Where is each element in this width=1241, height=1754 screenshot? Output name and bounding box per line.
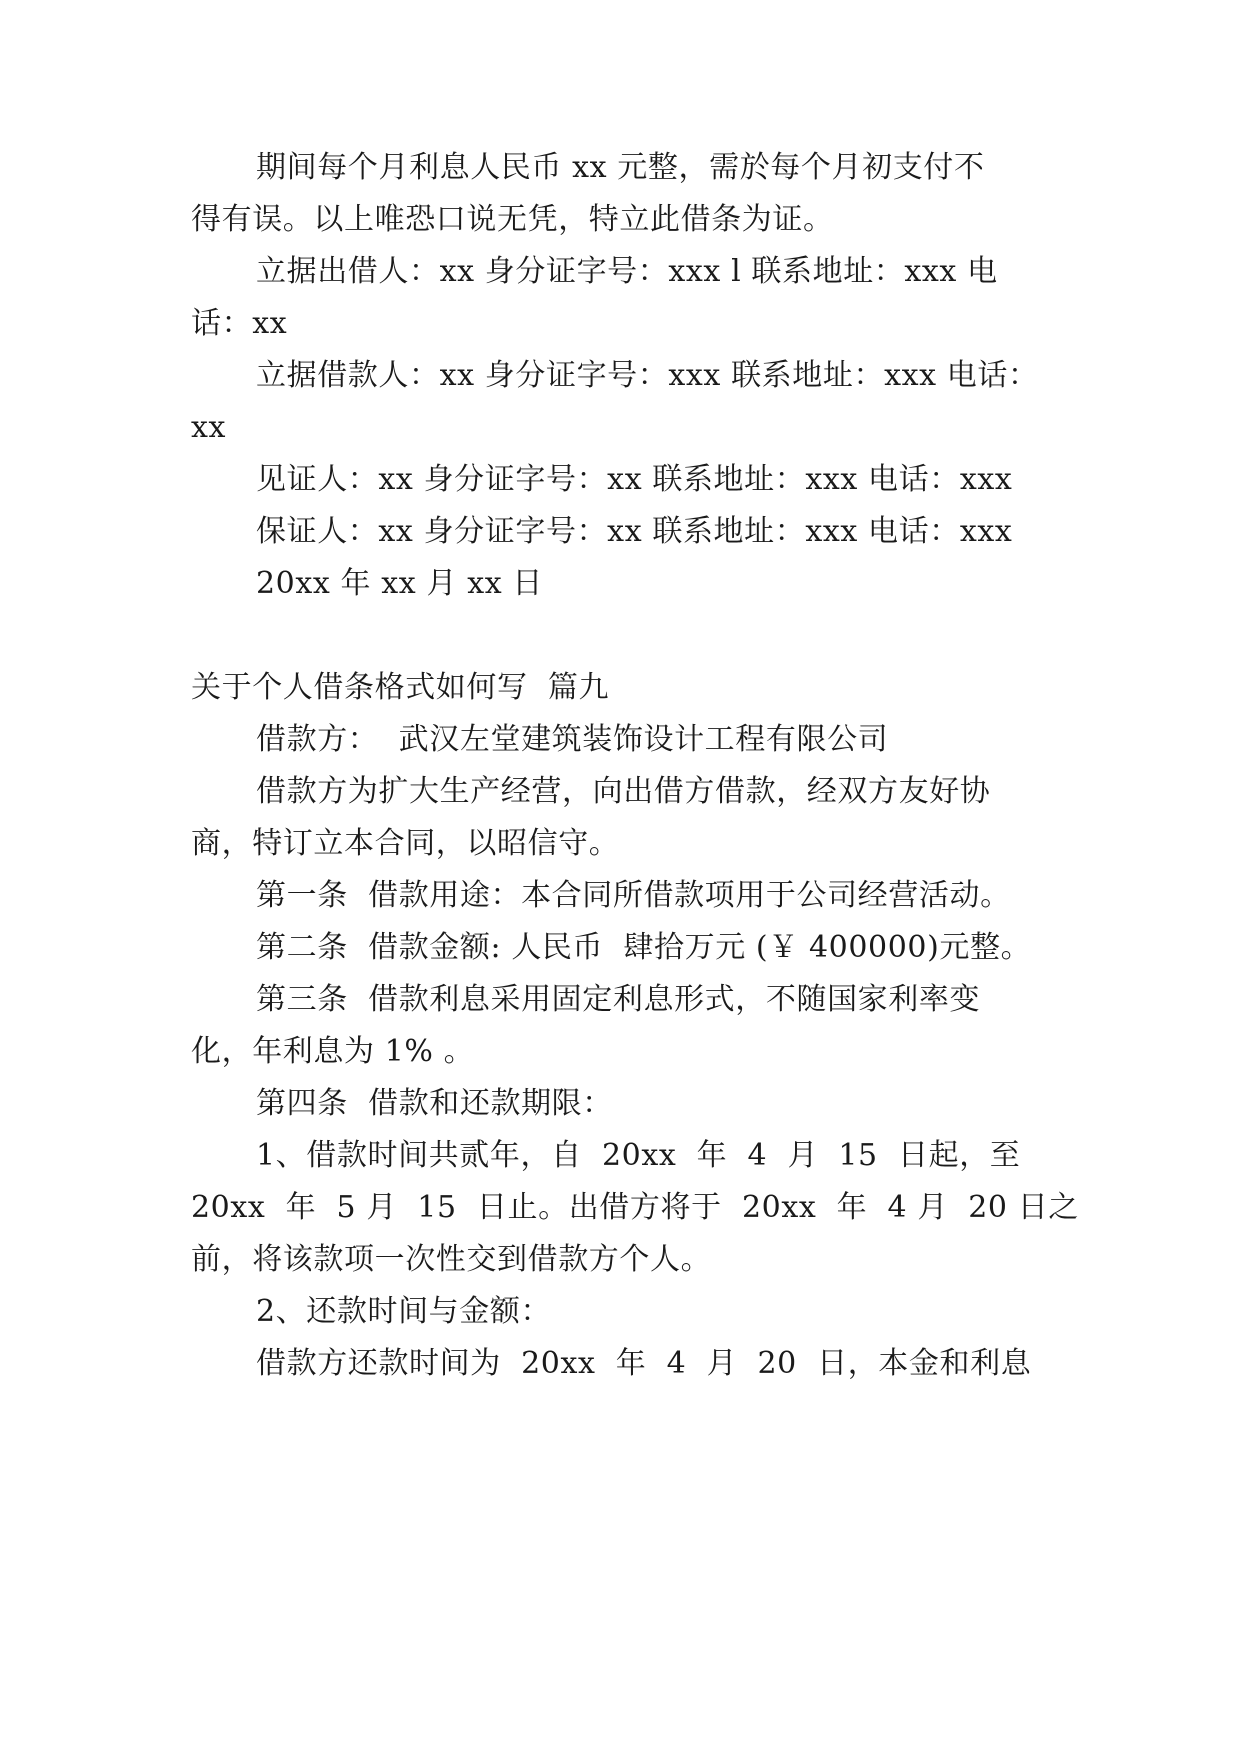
date-line: 20xx 年 xx 月 xx 日	[256, 566, 543, 601]
clause-1-line-cont: 前，将该款项一次性交到借款方个人。	[191, 1242, 712, 1277]
lender-line: 立据出借人：xx 身分证字号：xxx l 联系地址：xxx 电	[256, 254, 998, 289]
borrower-line: 立据借款人：xx 身分证字号：xxx 联系地址：xxx 电话：	[256, 358, 1039, 393]
clause-2-line: 2、还款时间与金额：	[256, 1294, 552, 1329]
witness-line: 见证人：xx 身分证字号：xx 联系地址：xxx 电话：xxx	[256, 462, 1013, 497]
clause-1-line: 1、借款时间共贰年，自 20xx 年 4 月 15 日起，至	[256, 1138, 1021, 1173]
borrower-line-cont: xx	[191, 410, 227, 445]
article-1-line: 第一条 借款用途：本合同所借款项用于公司经营活动。	[256, 878, 1011, 913]
article-2-line: 第二条 借款金额: 人民币 肆拾万元 (￥ 400000)元整。	[256, 930, 1032, 965]
section-heading: 关于个人借条格式如何写 篇九	[191, 670, 610, 705]
paragraph-line: 期间每个月利息人民币 xx 元整，需於每个月初支付不	[256, 150, 985, 185]
article-3-line: 第三条 借款利息采用固定利息形式，不随国家利率变	[256, 982, 981, 1017]
clause-1-line-cont: 20xx 年 5 月 15 日止。出借方将于 20xx 年 4 月 20 日之	[191, 1190, 1079, 1225]
guarantor-line: 保证人：xx 身分证字号：xx 联系地址：xxx 电话：xxx	[256, 514, 1013, 549]
lender-line-cont: 话：xx	[191, 306, 288, 341]
paragraph-line: 借款方还款时间为 20xx 年 4 月 20 日，本金和利息	[256, 1346, 1032, 1381]
article-3-line-cont: 化，年利息为 1% 。	[191, 1034, 475, 1069]
paragraph-line: 得有误。以上唯恐口说无凭，特立此借条为证。	[191, 202, 834, 237]
paragraph-line: 商，特订立本合同，以昭信守。	[191, 826, 620, 861]
article-4-line: 第四条 借款和还款期限：	[256, 1086, 613, 1121]
borrower-name-line: 借款方： 武汉左堂建筑装饰设计工程有限公司	[256, 722, 889, 757]
paragraph-line: 借款方为扩大生产经营，向出借方借款，经双方友好协	[256, 774, 991, 809]
